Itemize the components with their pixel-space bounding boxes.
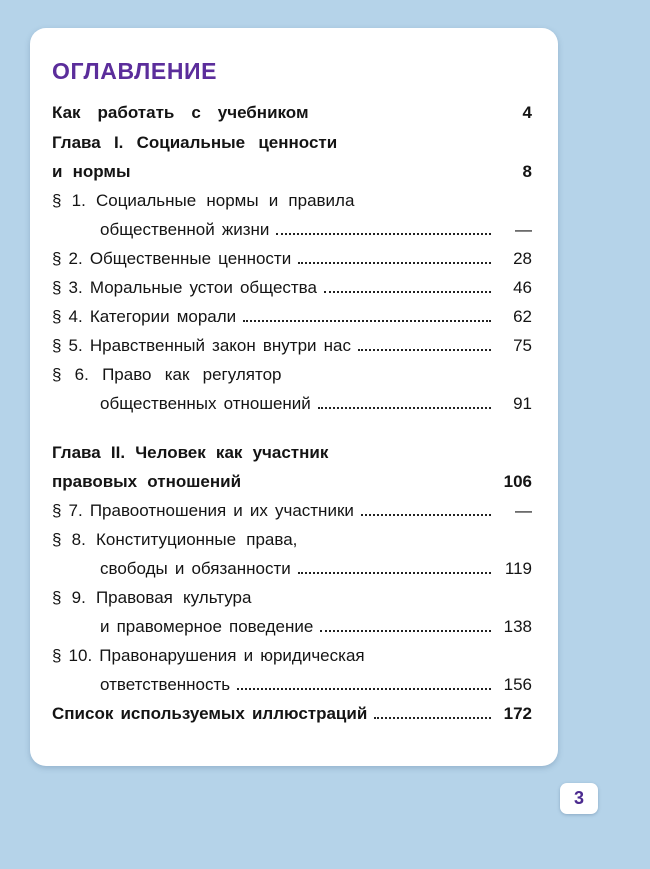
page-number: 3 [573, 788, 584, 808]
toc-entry-page: 46 [513, 278, 532, 298]
toc-entry [52, 588, 532, 608]
toc-entry [52, 646, 532, 666]
toc-entry [52, 675, 532, 695]
toc-entry-text: общественной жизни [100, 220, 270, 240]
toc-entry-text: общественных отношений [100, 394, 311, 414]
toc-entry [52, 191, 532, 211]
toc-entry-text: Глава I. Социальные ценности [52, 133, 338, 153]
toc-entry-text: § 9. Правовая культура [52, 587, 252, 607]
toc-entry-text: § 4. Категории морали [52, 307, 237, 327]
page-title: ОГЛАВЛЕНИЕ [52, 58, 218, 84]
toc-entry-page: — [515, 220, 532, 240]
dot-leader [318, 407, 491, 409]
dot-leader [276, 233, 491, 235]
toc-entry-text: и правомерное поведение [100, 616, 314, 636]
toc-entry-text: Список используемых иллюстраций [52, 703, 368, 723]
toc-entry-text: § 7. Правоотношения и их участники [52, 500, 354, 520]
toc-entry-text: Как работать с учебником [52, 103, 309, 122]
toc-entry [52, 559, 532, 579]
toc-entry [52, 394, 532, 414]
toc-entry-text: § 2. Общественные ценности [52, 249, 292, 269]
toc-entry-page: 106 [503, 471, 532, 491]
toc-entry-page: — [515, 500, 532, 520]
toc-entry-page: 75 [513, 336, 532, 356]
toc-entry [52, 307, 532, 327]
toc-entry [52, 220, 532, 240]
toc-entry-text: ответственность [100, 674, 231, 694]
toc-entry [52, 530, 532, 550]
toc-entry-text: и нормы [52, 162, 131, 182]
toc-entry-text: Глава II. Человек как участник [52, 442, 329, 462]
toc-entry-text: правовых отношений [52, 471, 242, 491]
toc-entry [52, 103, 532, 123]
toc-entry [52, 501, 532, 521]
dot-leader [298, 262, 491, 264]
toc-entry-page: 172 [503, 703, 532, 723]
toc-entry [52, 472, 532, 492]
dot-leader [320, 630, 491, 632]
toc-page-card [30, 28, 558, 766]
dot-leader [358, 349, 491, 351]
dot-leader [324, 291, 491, 293]
page-number-badge [560, 783, 598, 814]
dot-leader [243, 320, 491, 322]
toc-entry-page: 8 [522, 162, 532, 182]
dot-leader [374, 717, 491, 719]
toc-entry [52, 249, 532, 269]
toc-entry-text: свободы и обязанности [100, 558, 291, 578]
toc-entry [52, 617, 532, 637]
toc-entry-text: § 1. Социальные нормы и правила [52, 191, 355, 211]
dot-leader [361, 514, 491, 516]
toc-entry-text: § 3. Моральные устои общества [52, 278, 317, 298]
toc-entry-text: § 5. Нравственный закон внутри нас [52, 336, 351, 356]
toc-entry-page: 138 [503, 616, 532, 636]
toc-entry [52, 365, 532, 385]
toc-entry-text: § 6. Право как регулятор [52, 365, 282, 385]
toc-entry-page: 4 [522, 103, 532, 122]
toc-entry [52, 133, 532, 153]
toc-entry-page: 91 [513, 394, 532, 414]
toc-entry-text: § 8. Конституционные права, [52, 529, 298, 549]
dot-leader [298, 572, 491, 574]
toc-entry-page: 156 [503, 674, 532, 694]
toc-entry-page: 119 [504, 558, 532, 578]
toc-entry-text: § 10. Правонарушения и юридическая [52, 645, 365, 665]
dot-leader [237, 688, 491, 690]
toc-entry [52, 443, 532, 463]
toc-entry-page: 28 [513, 249, 532, 269]
toc-entry [52, 278, 532, 298]
toc-entry [52, 704, 532, 724]
toc-entry [52, 336, 532, 356]
toc-entry [52, 162, 532, 182]
toc-entry-page: 62 [513, 307, 532, 327]
